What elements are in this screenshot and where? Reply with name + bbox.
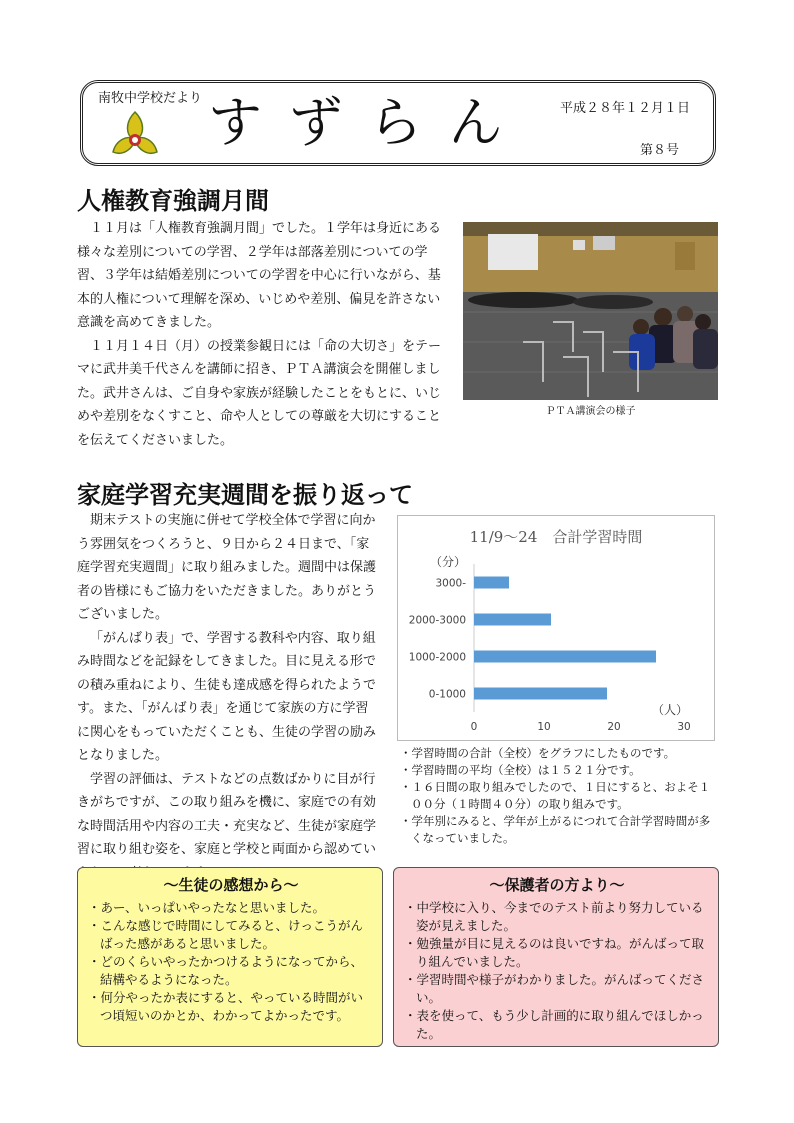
- chart-bar: [474, 614, 551, 626]
- chart-bar: [474, 651, 656, 663]
- school-logo: [110, 108, 160, 160]
- school-name: 南牧中学校だより: [98, 91, 203, 106]
- newsletter-title: すずらん: [208, 91, 529, 154]
- parent-comments-title: ～保護者の方より～: [489, 876, 625, 894]
- paragraph: １１月１４日（月）の授業参観日には「命の大切さ」をテーマに武井美千代さんを講師に招き、ＰＴＡ講演会を開催しました。武井さんは、ご自身や家族が経験したことをもとに、いじめや差別をなくすこと、命や人としての尊厳を大切にすることを伝えてくださいました。: [77, 338, 442, 448]
- student-comments-box: [77, 867, 383, 1047]
- issue-date: 平成２８年１２月１日: [560, 101, 691, 116]
- chart-tick-label: 30: [677, 721, 691, 733]
- chart-tick-label: 10: [537, 721, 551, 733]
- comment-item: ・ あー、いっぱいやったなと思いました。: [88, 899, 374, 917]
- paragraph: 期末テストの実施に併せて学校全体で学習に向かう雰囲気をつくろうと、９日から２４日まで、「家庭学習充実週間」に取り組みました。週間中は保護者の皆様にもご協力をいただきました。ありがとうございました。: [77, 513, 377, 622]
- comment-item: ・ こんな感じで時間にしてみると、けっこうがんばった感があると思いました。: [88, 917, 374, 953]
- student-comments-title: ～生徒の感想から～: [163, 876, 299, 894]
- note-item: ・ 学年別にみると、学年が上がるにつれて合計学習時間が多くなっていました。: [400, 813, 720, 847]
- chart-category-label: 3000-: [435, 577, 466, 590]
- chart-tick-label: 20: [607, 721, 621, 733]
- chart-tick-label: 0: [470, 721, 478, 733]
- parent-comments-box: [393, 867, 719, 1047]
- study-time-chart: [398, 516, 714, 740]
- chart-y-axis-label: （分）: [430, 555, 467, 569]
- chart-notes: [400, 745, 720, 847]
- paragraph: 「がんばり表」で、学習する教科や内容、取り組み時間などを記録をしてきました。目に見える形での積み重ねにより、生徒も達成感を得られたようです。また、「がんばり表」を通じて家族の方に学習に関心をもっていただくことも、生徒の学習の励みとなりました。: [77, 630, 377, 763]
- comment-item: ・ 勉強量が目に見えるのは良いですね。がんばって取り組んでいました。: [404, 935, 710, 971]
- comment-item: ・ 中学校に入り、今までのテスト前より努力している姿が見えました。: [404, 899, 710, 935]
- chart-bar: [474, 577, 509, 589]
- comment-item: ・ 学習時間や様子がわかりました。がんばってください。: [404, 971, 710, 1007]
- lecture-photo: [463, 222, 718, 400]
- note-item: ・ １６日間の取り組みでしたので、１日にすると、およそ１００分（１時間４０分）の取り組みです。: [400, 779, 720, 813]
- chart-x-axis-label: （人）: [652, 703, 689, 717]
- paragraph: 学習の評価は、テストなどの点数ばかりに目が行きがちですが、この取り組みを機に、家庭での有効な時間活用や内容の工夫・充実など、生徒が家庭学習に取り組む姿を、家庭と学校と両面から認めてい: [77, 771, 377, 857]
- chart-bar: [474, 688, 607, 700]
- section-body-home-study: [77, 509, 377, 885]
- comment-item: ・ 何分やったか表にすると、やっている時間がいつ頃短いのかとか、わかってよかったです。: [88, 989, 374, 1025]
- comment-item: ・ 表を使って、もう少し計画的に取り組んでほしかった。: [404, 1007, 710, 1043]
- issue-number: 第８号: [640, 143, 680, 158]
- comment-item: ・ どのくらいやったかつけるようになってから、結構やるようになった。: [88, 953, 374, 989]
- section-body-human-rights: [77, 217, 453, 452]
- chart-category-label: 2000-3000: [408, 614, 466, 627]
- section-heading-home-study: 家庭学習充実週間を振り返って: [77, 481, 413, 509]
- chart-category-label: 1000-2000: [408, 651, 466, 664]
- chart-title: 11/9～24 合計学習時間: [469, 528, 643, 546]
- section-heading-human-rights: 人権教育強調月間: [77, 187, 269, 215]
- photo-caption: ＰＴＡ講演会の様子: [545, 406, 636, 417]
- note-item: ・ 学習時間の平均（全校）は１５２１分です。: [400, 762, 720, 779]
- note-item: ・ 学習時間の合計（全校）をグラフにしたものです。: [400, 745, 720, 762]
- paragraph: １１月は「人権教育強調月間」でした。１学年は身近にある様々な差別についての学習、２学年は部落差別についての学習、３学年は結婚差別についての学習を中心に行いながら、基本的人権について理解を深め、いじめや差別、偏見を許さない意識を高めてきました。: [77, 221, 442, 330]
- chart-category-label: 0-1000: [428, 688, 466, 701]
